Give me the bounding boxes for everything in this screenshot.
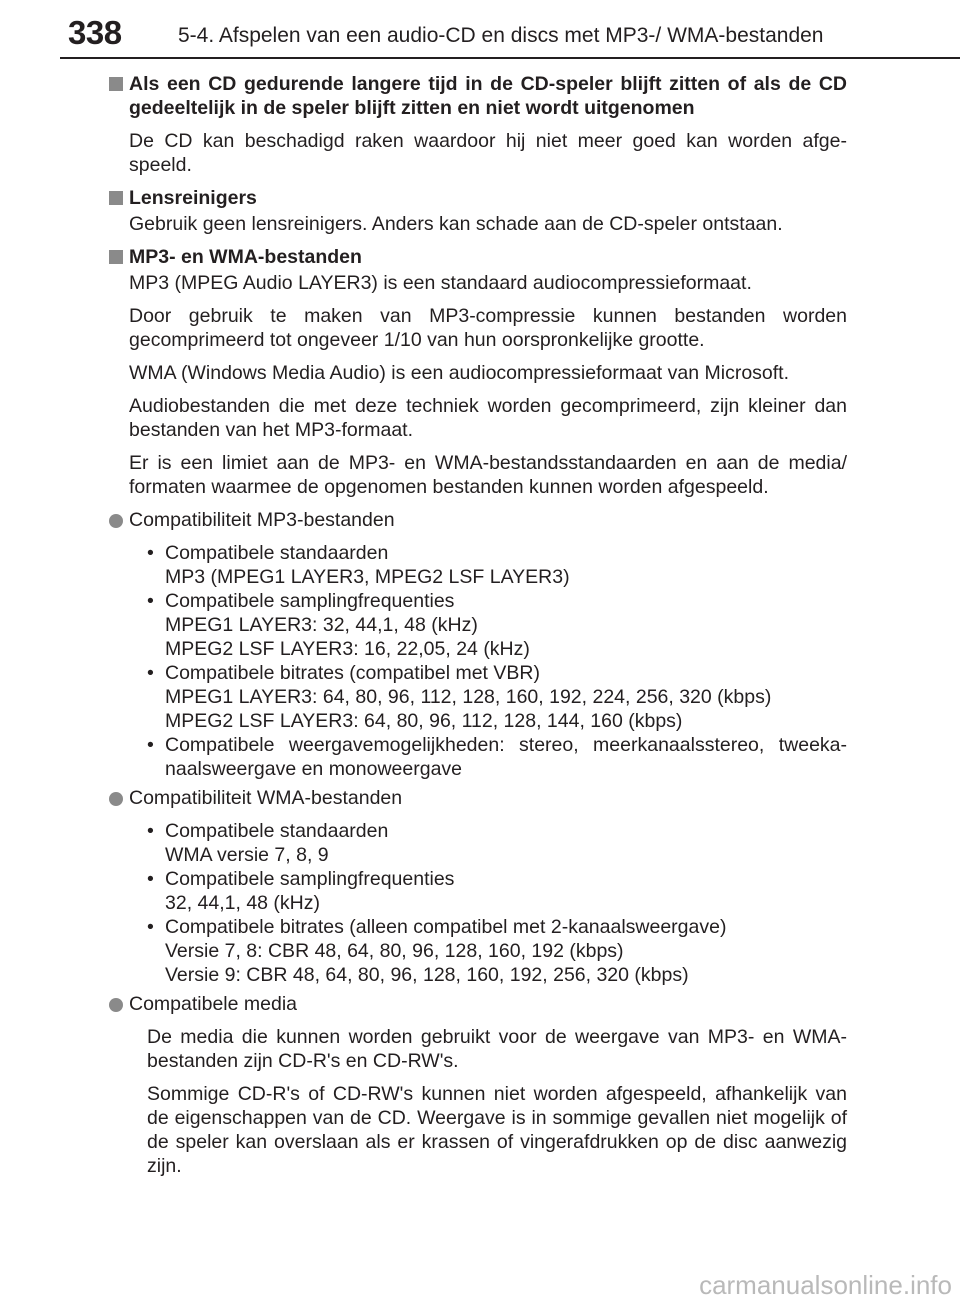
watermark-text: carmanualsonline.info [699, 1270, 952, 1300]
section-cd-stuck [107, 72, 847, 177]
list-item-label: Compatibele bitrates (alleen compatibel met 2-kanaalsweergave) [165, 916, 727, 938]
paragraph: De media die kunnen worden gebruikt voor de weergave van MP3- en WMA-bestanden zijn CD-R's en CD-RW's. [147, 1026, 847, 1072]
list-item-label: Compatibele samplingfrequenties [165, 590, 455, 612]
list-item-label: Compatibele standaarden [165, 542, 389, 564]
paragraph: Sommige CD-R's of CD-RW's kunnen niet worden afgespeeld, afhankelijk van de eigenschappen van de CD. Weergave is in sommige gevallen niet mogelijk of de speler kan overslaan als er krassen of vingerafdrukken op de disc aanwezig zijn. [147, 1083, 847, 1177]
chapter-title: 5-4. Afspelen van een audio-CD en discs met MP3-/ WMA-bestanden [178, 24, 824, 47]
list-item-label: Compatibele weergavemogelijkheden: stereo, meerkanaalsstereo, tweeka-naalsweergave en monoweergave [165, 734, 847, 780]
paragraph: Gebruik geen lensreinigers. Anders kan schade aan de CD-speler ontstaan. [129, 213, 783, 235]
wma-spec-list [107, 819, 847, 987]
list-item [147, 733, 847, 781]
list-item-label: Compatibele samplingfrequenties [165, 868, 455, 890]
section-heading-text: MP3- en WMA-bestanden [129, 246, 362, 268]
header-rule [60, 57, 960, 59]
bullet: • [147, 662, 154, 684]
section-heading [107, 186, 847, 210]
list-item-value: MPEG1 LAYER3: 32, 44,1, 48 (kHz) [165, 614, 478, 636]
section-heading-text: Als een CD gedurende langere tijd in de CD-speler blijft zitten of als de CD gedeeltelijk in de speler blijft zitten en niet wordt uitgenomen [129, 73, 847, 119]
list-item [147, 541, 847, 589]
page-content [107, 72, 847, 1178]
bullet: • [147, 734, 154, 756]
paragraph: MP3 (MPEG Audio LAYER3) is een standaard audiocompressieformaat. [129, 272, 752, 294]
subsection-heading-text: Compatibiliteit MP3-bestanden [129, 509, 395, 531]
list-item-label: Compatibele bitrates (compatibel met VBR) [165, 662, 540, 684]
square-bullet-icon [109, 191, 123, 205]
list-item [147, 915, 847, 987]
list-item-value: MP3 (MPEG1 LAYER3, MPEG2 LSF LAYER3) [165, 566, 570, 588]
bullet: • [147, 820, 154, 842]
circle-bullet-icon [109, 792, 123, 806]
bullet: • [147, 542, 154, 564]
section-mp3-wma [107, 245, 847, 499]
list-item-value: Versie 7, 8: CBR 48, 64, 80, 96, 128, 160, 192 (kbps) [165, 940, 624, 962]
section-lens-cleaners [107, 186, 847, 236]
paragraph: Door gebruik te maken van MP3-compressie kunnen bestanden worden gecomprimeerd tot ongeveer 1/10 van hun oorspronkelijke grootte. [129, 305, 847, 351]
bullet: • [147, 590, 154, 612]
list-item-value: 32, 44,1, 48 (kHz) [165, 892, 320, 914]
list-item-value: MPEG2 LSF LAYER3: 64, 80, 96, 112, 128, 144, 160 (kbps) [165, 710, 683, 732]
section-heading [107, 245, 847, 269]
paragraph: Er is een limiet aan de MP3- en WMA-bestandsstandaarden en aan de media/ formaten waarmee de opgenomen bestanden kunnen worden afgespeeld. [129, 452, 847, 498]
wma-compatibility [107, 786, 847, 987]
square-bullet-icon [109, 250, 123, 264]
bullet: • [147, 868, 154, 890]
list-item [147, 819, 847, 867]
paragraph: Audiobestanden die met deze techniek worden gecomprimeerd, zijn kleiner dan bestanden van het MP3-formaat. [129, 395, 847, 441]
circle-bullet-icon [109, 514, 123, 528]
paragraph: WMA (Windows Media Audio) is een audiocompressieformaat van Microsoft. [129, 362, 790, 384]
list-item-value: MPEG2 LSF LAYER3: 16, 22,05, 24 (kHz) [165, 638, 530, 660]
square-bullet-icon [109, 77, 123, 91]
subsection-heading-text: Compatibiliteit WMA-bestanden [129, 787, 403, 809]
list-item-value: MPEG1 LAYER3: 64, 80, 96, 112, 128, 160, 192, 224, 256, 320 (kbps) [165, 686, 772, 708]
list-item [147, 867, 847, 915]
paragraph: De CD kan beschadigd raken waardoor hij niet meer goed kan worden afge-speeld. [129, 130, 847, 176]
subsection-heading [107, 992, 847, 1016]
page-header [0, 0, 960, 58]
list-item-value: Versie 9: CBR 48, 64, 80, 96, 128, 160, 192, 256, 320 (kbps) [165, 964, 689, 986]
list-item [147, 661, 847, 733]
list-item-label: Compatibele standaarden [165, 820, 389, 842]
section-heading-text: Lensreinigers [129, 187, 257, 209]
list-item [147, 589, 847, 661]
compatible-media [107, 992, 847, 1178]
mp3-compatibility [107, 508, 847, 781]
subsection-heading [107, 508, 847, 532]
page-number: 338 [68, 14, 122, 51]
list-item-value: WMA versie 7, 8, 9 [165, 844, 329, 866]
bullet: • [147, 916, 154, 938]
subsection-heading [107, 786, 847, 810]
section-heading [107, 72, 847, 120]
mp3-spec-list [107, 541, 847, 781]
subsection-heading-text: Compatibele media [129, 993, 298, 1015]
circle-bullet-icon [109, 998, 123, 1012]
